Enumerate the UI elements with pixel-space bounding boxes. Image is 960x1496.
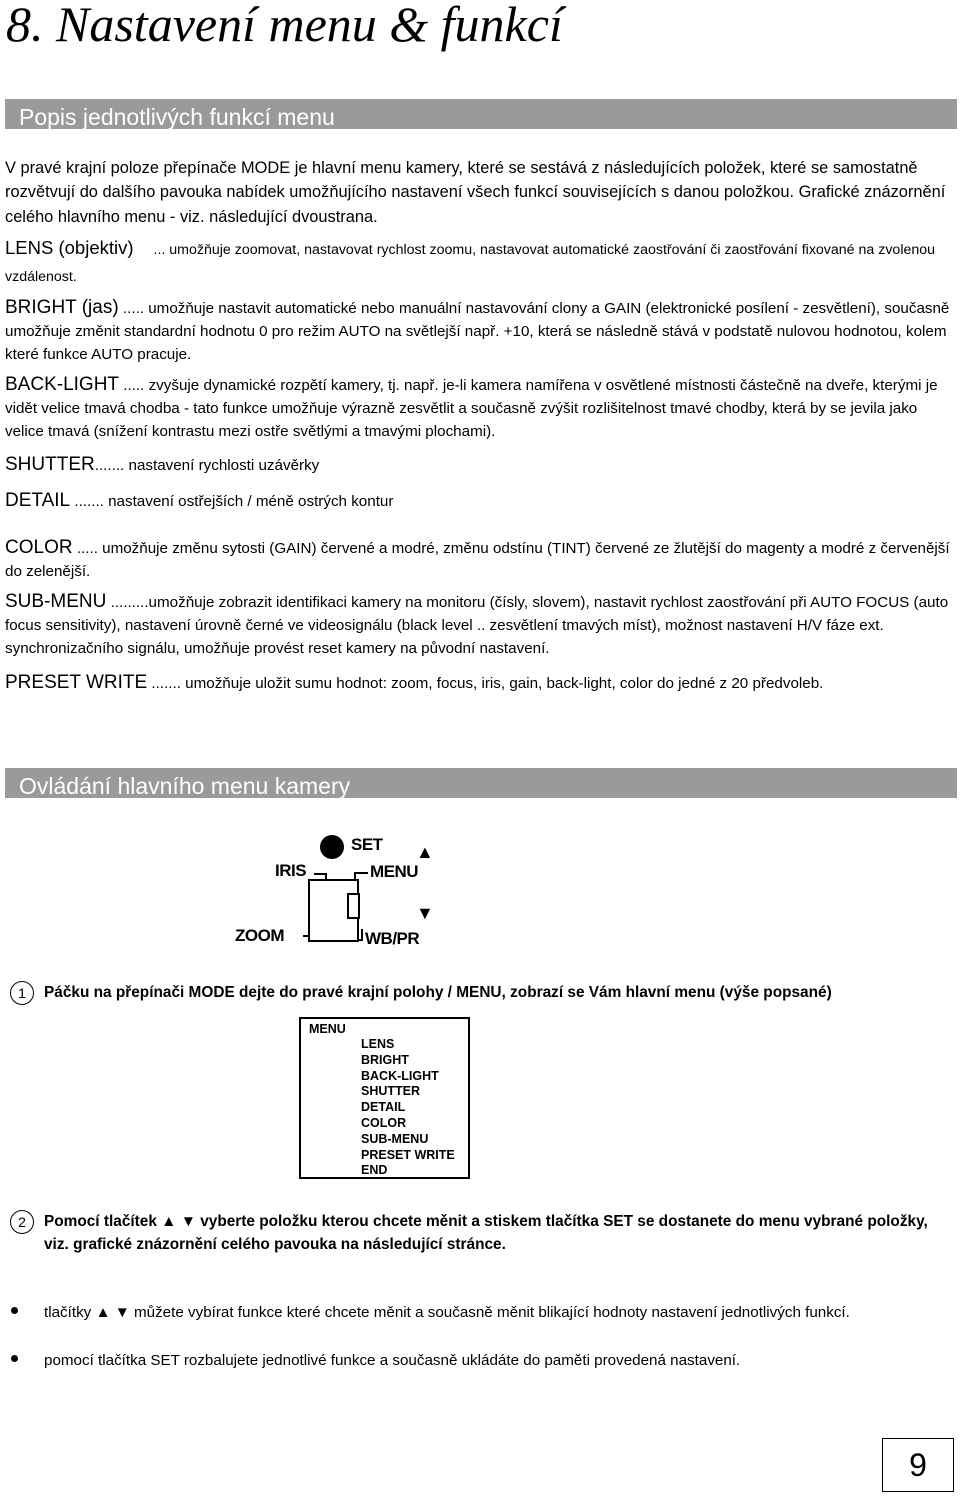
section-heading-bar	[5, 99, 957, 129]
entry-term: PRESET WRITE	[5, 672, 148, 693]
entry-text: .........umožňuje zobrazit identifikaci kamery na monitoru (čísly, slovem), nastavit rychlost zaostřování při AUTO FOCUS (auto focus sensitivity), nastavení úrovně černé ve videosignálu (black level .. zesvětlení tmavých míst), možnost nastavení H/V fáze ext. synchronizačního signálu, umožňuje provést reset kamery na původní nastavení.	[5, 594, 949, 657]
section-heading: Popis jednotlivých funkcí menu	[19, 104, 335, 129]
entry-color	[5, 537, 955, 584]
entry-text: ..... umožňuje změnu sytosti (GAIN) červené a modré, změnu odstínu (TINT) červené ze žlutější do magenty a modré z červenější do zelenější.	[5, 540, 950, 580]
entry-detail	[5, 490, 955, 514]
menu-display-title: MENU	[309, 1022, 346, 1036]
set-label: SET	[351, 835, 383, 854]
menu-item: LENS	[361, 1037, 395, 1051]
step-number-icon: 1	[10, 981, 34, 1005]
zoom-label: ZOOM	[235, 926, 284, 945]
entry-text: ....... nastavení ostřejších / méně ostrých kontur	[74, 493, 394, 510]
page-title: 8. Nastavení menu & funkcí	[6, 0, 563, 52]
menu-item: END	[361, 1163, 388, 1178]
bullet-text: pomocí tlačítka SET rozbalujete jednotlivé funkce a současně ukládáte do paměti provedená nastavení.	[44, 1352, 741, 1369]
entry-bright	[5, 296, 955, 366]
iris-label: IRIS	[275, 861, 307, 880]
menu-display-list	[361, 1037, 455, 1179]
entry-term: SUB-MENU	[5, 591, 107, 612]
entry-backlight	[5, 374, 955, 443]
down-arrow-icon: ▼	[416, 903, 434, 923]
page-number: 9	[882, 1438, 954, 1492]
menu-item: BACK-LIGHT	[361, 1068, 439, 1083]
menu-item: BRIGHT	[361, 1052, 409, 1067]
wbpr-label: WB/PR	[365, 929, 420, 948]
menu-item: SHUTTER	[361, 1084, 421, 1099]
bullet-text: tlačítky ▲ ▼ můžete vybírat funkce které chcete měnit a současně měnit blikající hodnoty nastavení jednotlivých funkcí.	[44, 1304, 850, 1321]
intro-paragraph: V pravé krajní poloze přepínače MODE je hlavní menu kamery, které se sestává z následujících položek, které se samostatně rozvětvují do dalšího pavouka nabídek umožňujícího nastavení všech funkcí souvisejících s danou položkou. Grafické znázornění celého hlavního menu - viz. následující dvoustrana.	[5, 159, 946, 226]
entry-term: BACK-LIGHT	[5, 374, 120, 395]
entry-preset-write	[5, 672, 955, 696]
entry-lens	[5, 234, 955, 291]
entry-text: ..... zvyšuje dynamické rozpětí kamery, tj. např. je-li kamera namířena v osvětlené místnosti částečně na dveře, kterými je vidět velice tmavá chodba - tato funkce umožňuje výrazně zesvětlit a současně zvýšit rozlišitelnost tmavé chodby, která by se jevila jako velice tmavá (snížení kontrastu mezi ostře světlými a tmavými plochami).	[5, 377, 938, 440]
control-panel-diagram	[230, 828, 450, 952]
entry-term: DETAIL	[5, 490, 71, 511]
entry-shutter	[5, 454, 955, 478]
step-text: Pomocí tlačítek ▲ ▼ vyberte položku kterou chcete měnit a stiskem tlačítka SET se dostanete do menu vybrané položky, viz. grafické znázornění celého pavouka na následující stránce.	[44, 1213, 928, 1253]
step-number-icon: 2	[10, 1210, 34, 1234]
menu-item: SUB-MENU	[361, 1131, 429, 1146]
entry-submenu	[5, 591, 955, 660]
section-heading-bar	[5, 768, 957, 798]
bullet-icon	[11, 1307, 18, 1314]
mode-switch-lever	[348, 894, 359, 918]
set-button-shape	[320, 835, 344, 859]
menu-item: PRESET WRITE	[361, 1147, 455, 1162]
menu-display	[299, 1017, 470, 1179]
menu-label: MENU	[370, 862, 419, 881]
entry-text: ....... nastavení rychlosti uzávěrky	[94, 457, 320, 474]
menu-item: DETAIL	[361, 1100, 406, 1115]
up-arrow-icon: ▲	[416, 842, 434, 862]
entry-text: ... umožňuje zoomovat, nastavovat rychlost zoomu, nastavovat automatické zaostřování či zaostřování fixované na zvolenou vzdálenost.	[5, 242, 936, 285]
entry-text: ....... umožňuje uložit sumu hodnot: zoom, focus, iris, gain, back-light, color do jedné z 20 předvoleb.	[151, 675, 824, 692]
menu-item: COLOR	[361, 1115, 407, 1130]
entry-term: LENS (objektiv)	[5, 237, 134, 258]
entry-text: ..... umožňuje nastavit automatické nebo manuální nastavování clony a GAIN (elektronické posílení - zesvětlení), současně umožňuje změnit standardní hodnotu 0 pro režim AUTO na světlejší např. +10, která se následně stává v podstatě nulovou hodnotou, kolem které funkce AUTO pracuje.	[5, 300, 950, 363]
entry-term: SHUTTER	[5, 454, 95, 475]
section-heading: Ovládání hlavního menu kamery	[19, 773, 351, 798]
entry-term: BRIGHT (jas)	[5, 297, 119, 318]
bullet-icon	[11, 1355, 18, 1362]
step-text: Páčku na přepínači MODE dejte do pravé krajní polohy / MENU, zobrazí se Vám hlavní menu (výše popsané)	[44, 984, 832, 1001]
menu-leader-line	[355, 873, 368, 880]
entry-term: COLOR	[5, 537, 73, 558]
